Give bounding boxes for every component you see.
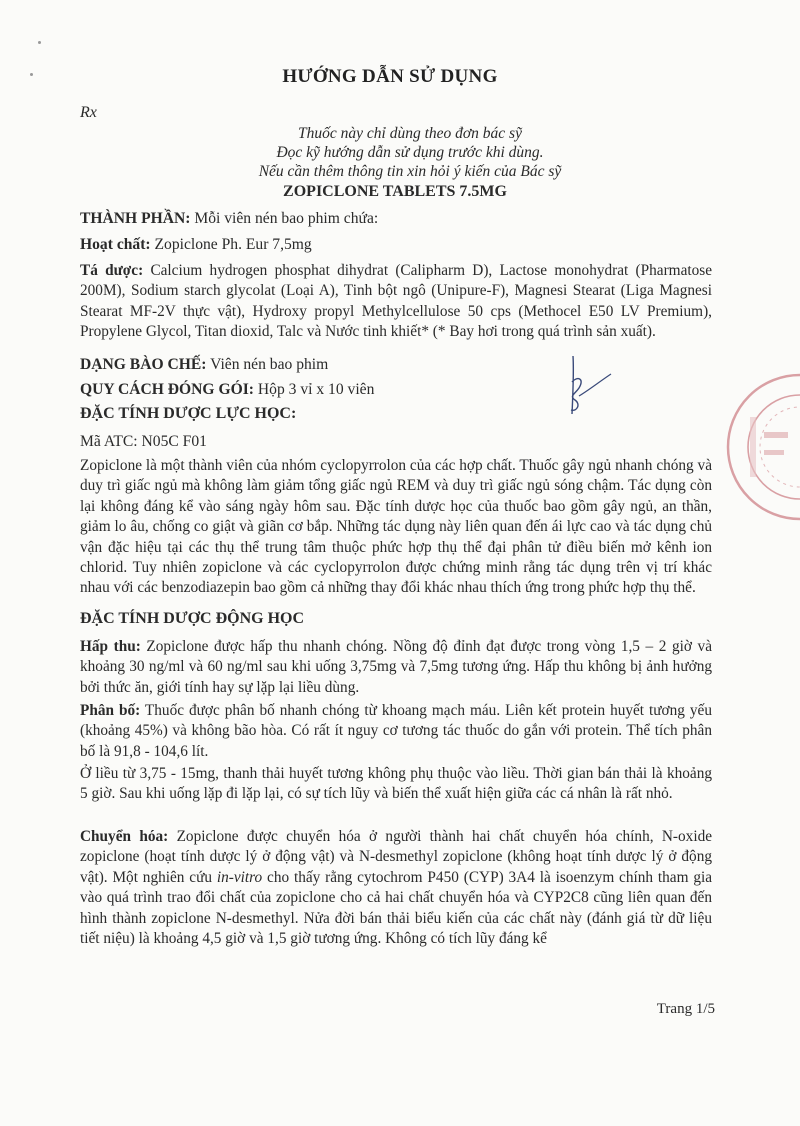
composition-text: Mỗi viên nén bao phim chứa: xyxy=(190,210,379,227)
dosage-form-text: Viên nén bao phim xyxy=(206,356,329,373)
excipients-paragraph xyxy=(80,261,712,343)
metabolism-paragraph xyxy=(80,827,712,949)
metabolism-italic: in-vitro xyxy=(216,868,263,886)
active-text: Zopiclone Ph. Eur 7,5mg xyxy=(150,236,312,253)
notice-line-2: Đọc kỹ hướng dẫn sử dụng trước khi dùng. xyxy=(276,144,544,161)
metabolism-text-1: Zopiclone được chuyển hóa ở người thành hai chất chuyển hóa chính, N-oxide zopiclone (hoạt tính dược lý ở động vật) và N-desmethyl zopiclone (không hoạt tính dược lý ở động vật). Một nghiên cứu xyxy=(80,828,713,886)
notice-line-3: Nếu cần thêm thông tin xin hỏi ý kiến của Bác sỹ xyxy=(258,163,562,180)
atc-code: Mã ATC: N05C F01 xyxy=(80,433,207,450)
active-label: Hoạt chất: xyxy=(80,236,151,253)
metabolism-text-2: cho thấy rằng cytochrom P450 (CYP) 3A4 là isoenzym chính tham gia vào quá trình trao đổi chất của zopiclone cho cả hai chất chuyển hóa và CYP2C8 cũng liên quan đến hình thành zopiclone N-desmethyl. Nửa đời bán thải biểu kiến của các chất này (đánh giá từ dữ liệu tiết niệu) là khoảng 4,5 giờ và 1,5 giờ tương ứng. Không có tích lũy đáng kể xyxy=(80,868,713,948)
absorption-text: Zopiclone được hấp thu nhanh chóng. Nồng độ đỉnh đạt được trong vòng 1,5 – 2 giờ và khoảng 30 ng/ml và 60 ng/ml sau khi uống 3,75mg và 7,5mg tương ứng. Hấp thu không bị ảnh hưởng bởi thức ăn, giới tính hay sự lặp lại liều dùng. xyxy=(80,638,712,696)
dosage-form-line xyxy=(80,355,710,375)
signature-image xyxy=(555,352,615,422)
document-title: HƯỚNG DẪN SỬ DỤNG xyxy=(282,66,498,87)
packaging-label: QUY CÁCH ĐÓNG GÓI: xyxy=(80,381,254,398)
absorption-paragraph xyxy=(80,637,712,698)
product-name: ZOPICLONE TABLETS 7.5MG xyxy=(283,183,507,200)
page-number: Trang 1/5 xyxy=(656,1001,715,1017)
company-stamp xyxy=(720,362,800,532)
scan-speck xyxy=(38,41,41,44)
composition-line xyxy=(80,209,710,229)
excipient-label: Tá dược: xyxy=(80,262,144,279)
packaging-text: Hộp 3 vỉ x 10 viên xyxy=(253,381,375,398)
distribution-label: Phân bố: xyxy=(80,702,141,719)
packaging-line xyxy=(80,380,710,400)
pharmacodynamics-paragraph: Zopiclone là một thành viên của nhóm cyclopyrrolon của các hợp chất. Thuốc gây ngủ nhanh chóng và duy trì giấc ngủ mà không làm giảm tổng giấc ngủ REM và duy trì giấc ngủ sóng chậm. Tác dụng còn lại không đáng kể vào sáng ngày hôm sau. Đặc tính dược học của thuốc bao gồm gây ngủ, an thần, giảm lo âu, chống co giật và giãn cơ bắp. Những tác dụng này liên quan đến ái lực cao và tác dụng chủ vận đặc hiệu tại các thụ thể trung tâm thuộc phức hợp thụ thể đại phân tử điều biến mở kênh ion chlorid. Tuy nhiên zopiclone và các cyclopyrrolon được chứng minh rằng tác dụng trên vị trí khác nhau với các benzodiazepin bao gồm cả những thay đổi khác nhau thích ứng trong phức hợp thụ thể. xyxy=(80,457,712,597)
distribution-paragraph xyxy=(80,701,712,762)
notice-line-1: Thuốc này chỉ dùng theo đơn bác sỹ xyxy=(298,125,522,142)
pharmacodynamics-heading: ĐẶC TÍNH DƯỢC LỰC HỌC: xyxy=(80,405,297,422)
dosage-form-label: DẠNG BÀO CHẾ: xyxy=(80,356,207,373)
excipient-text: Calcium hydrogen phosphat dihydrat (Calipharm D), Lactose monohydrat (Pharmatose 200M), Sodium starch glycolat (Loại A), Tinh bột ngô (Unipure-F), Magnesi Stearat (Liga Magnesi Stearat MF-2V thực vật), Hydroxy propyl Methylcellulose 50 cps (Methocel E50 LV Premium), Propylene Glycol, Titan dioxid, Talc và Nước tinh khiết* (* Bay hơi trong quá trình sản xuất). xyxy=(80,262,713,341)
absorption-label: Hấp thu: xyxy=(80,638,141,655)
metabolism-label: Chuyển hóa: xyxy=(80,828,169,845)
clearance-paragraph: Ở liều từ 3,75 - 15mg, thanh thải huyết tương không phụ thuộc vào liều. Thời gian bán thải là khoảng 5 giờ. Sau khi uống lặp đi lặp lại, có sự tích lũy và biến thể xuất hiện giữa các cá nhân là rất nhỏ. xyxy=(80,765,712,803)
pharmacokinetics-heading: ĐẶC TÍNH DƯỢC ĐỘNG HỌC xyxy=(80,610,305,627)
rx-mark: Rx xyxy=(80,104,97,121)
composition-label: THÀNH PHẦN: xyxy=(80,210,191,227)
active-ingredient-line xyxy=(80,235,710,255)
distribution-text: Thuốc được phân bố nhanh chóng từ khoang mạch máu. Liên kết protein huyết tương yếu (khoảng 45%) và không bão hòa. Có rất ít nguy cơ tương tác thuốc do gắn với protein. Thể tích phân bố là 91,8 - 104,6 lít. xyxy=(80,702,712,760)
